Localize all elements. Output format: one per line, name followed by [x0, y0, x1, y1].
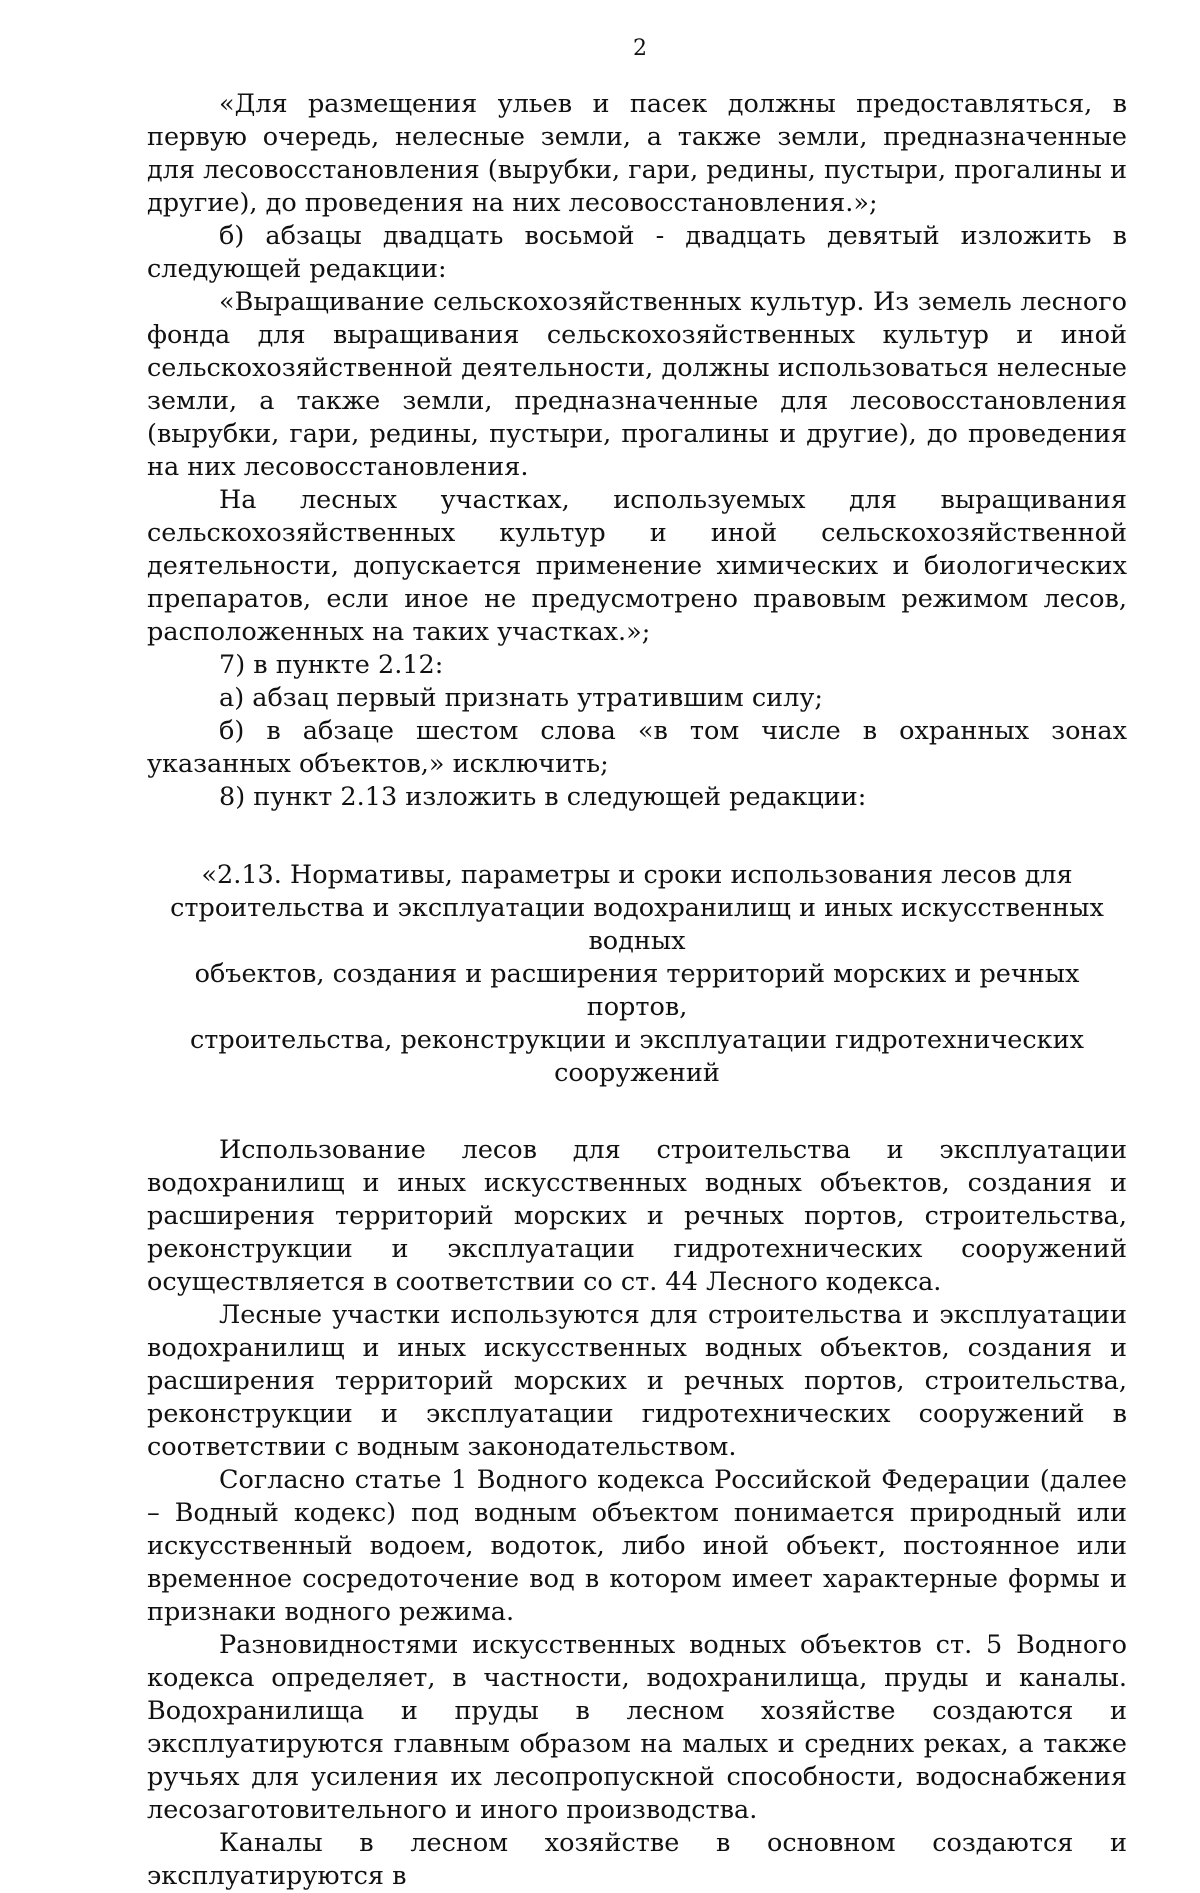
paragraph-chemicals: На лесных участках, используемых для выращивания сельскохозяйственных культур и иной сельскохозяйственной деятельности, допускается применение химических и биологических препаратов, если иное не предусмотрено правовым режимом лесов, расположенных на таких участках.»;: [147, 485, 1127, 647]
paragraph-item-7: 7) в пункте 2.12:: [219, 650, 444, 680]
paragraph-item-a: а) абзац первый признать утратившим силу;: [219, 683, 823, 713]
paragraph-item-8: 8) пункт 2.13 изложить в следующей редакции:: [219, 782, 867, 812]
paragraph-water-code-article-5: Разновидностями искусственных водных объектов ст. 5 Водного кодекса определяет, в частности, водохранилища, пруды и каналы. Водохранилища и пруды в лесном хозяйстве создаются и эксплуатируются главным образом на малых и средних реках, а также ручьях для усиления их лесопропускной способности, водоснабжения лесозаготовительного и иного производства.: [147, 1630, 1127, 1825]
paragraph-canals: Каналы в лесном хозяйстве в основном создаются и эксплуатируются в: [147, 1828, 1127, 1891]
paragraph-crop-growing: «Выращивание сельскохозяйственных культур. Из земель лесного фонда для выращивания сельскохозяйственных культур и иной сельскохозяйственной деятельности, должны использоваться нелесные земли, а также земли, предназначенные для лесовосстановления (вырубки, гари, редины, пустыри, прогалины и другие), до проведения на них лесовосстановления.: [147, 287, 1127, 482]
paragraph-item-b-abzatsy: б) абзацы двадцать восьмой - двадцать девятый изложить в следующей редакции:: [147, 221, 1127, 284]
paragraph-item-b-exclude: б) в абзаце шестом слова «в том числе в охранных зонах указанных объектов,» исключить;: [147, 716, 1127, 779]
paragraph-forest-plots: Лесные участки используются для строительства и эксплуатации водохранилищ и иных искусственных водных объектов, создания и расширения территорий морских и речных портов, строительства, реконструкции и эксплуатации гидротехнических сооружений в соответствии с водным законодательством.: [147, 1300, 1127, 1462]
page-number: 2: [633, 36, 647, 61]
section-heading-2-13: [147, 859, 1127, 1090]
heading-line: «2.13. Нормативы, параметры и сроки использования лесов для: [201, 860, 1073, 890]
heading-line: строительства и эксплуатации водохранилищ и иных искусственных водных: [170, 893, 1104, 956]
heading-line: строительства, реконструкции и эксплуатации гидротехнических сооружений: [189, 1025, 1084, 1088]
paragraph-bees-placement: «Для размещения ульев и пасек должны предоставляться, в первую очередь, нелесные земли, а также земли, предназначенные для лесовосстановления (вырубки, гари, редины, пустыри, прогалины и другие), до проведения на них лесовосстановления.»;: [147, 89, 1127, 218]
document-page: [147, 34, 1127, 1893]
heading-line: объектов, создания и расширения территорий морских и речных портов,: [194, 959, 1080, 1022]
paragraph-water-code-article-1: Согласно статье 1 Водного кодекса Российской Федерации (далее – Водный кодекс) под водным объектом понимается природный или искусственный водоем, водоток, либо иной объект, постоянное или временное сосредоточение вод в котором имеет характерные формы и признаки водного режима.: [147, 1465, 1127, 1627]
paragraph-forest-use: Использование лесов для строительства и эксплуатации водохранилищ и иных искусственных водных объектов, создания и расширения территорий морских и речных портов, строительства, реконструкции и эксплуатации гидротехнических сооружений осуществляется в соответствии со ст. 44 Лесного кодекса.: [147, 1135, 1127, 1297]
